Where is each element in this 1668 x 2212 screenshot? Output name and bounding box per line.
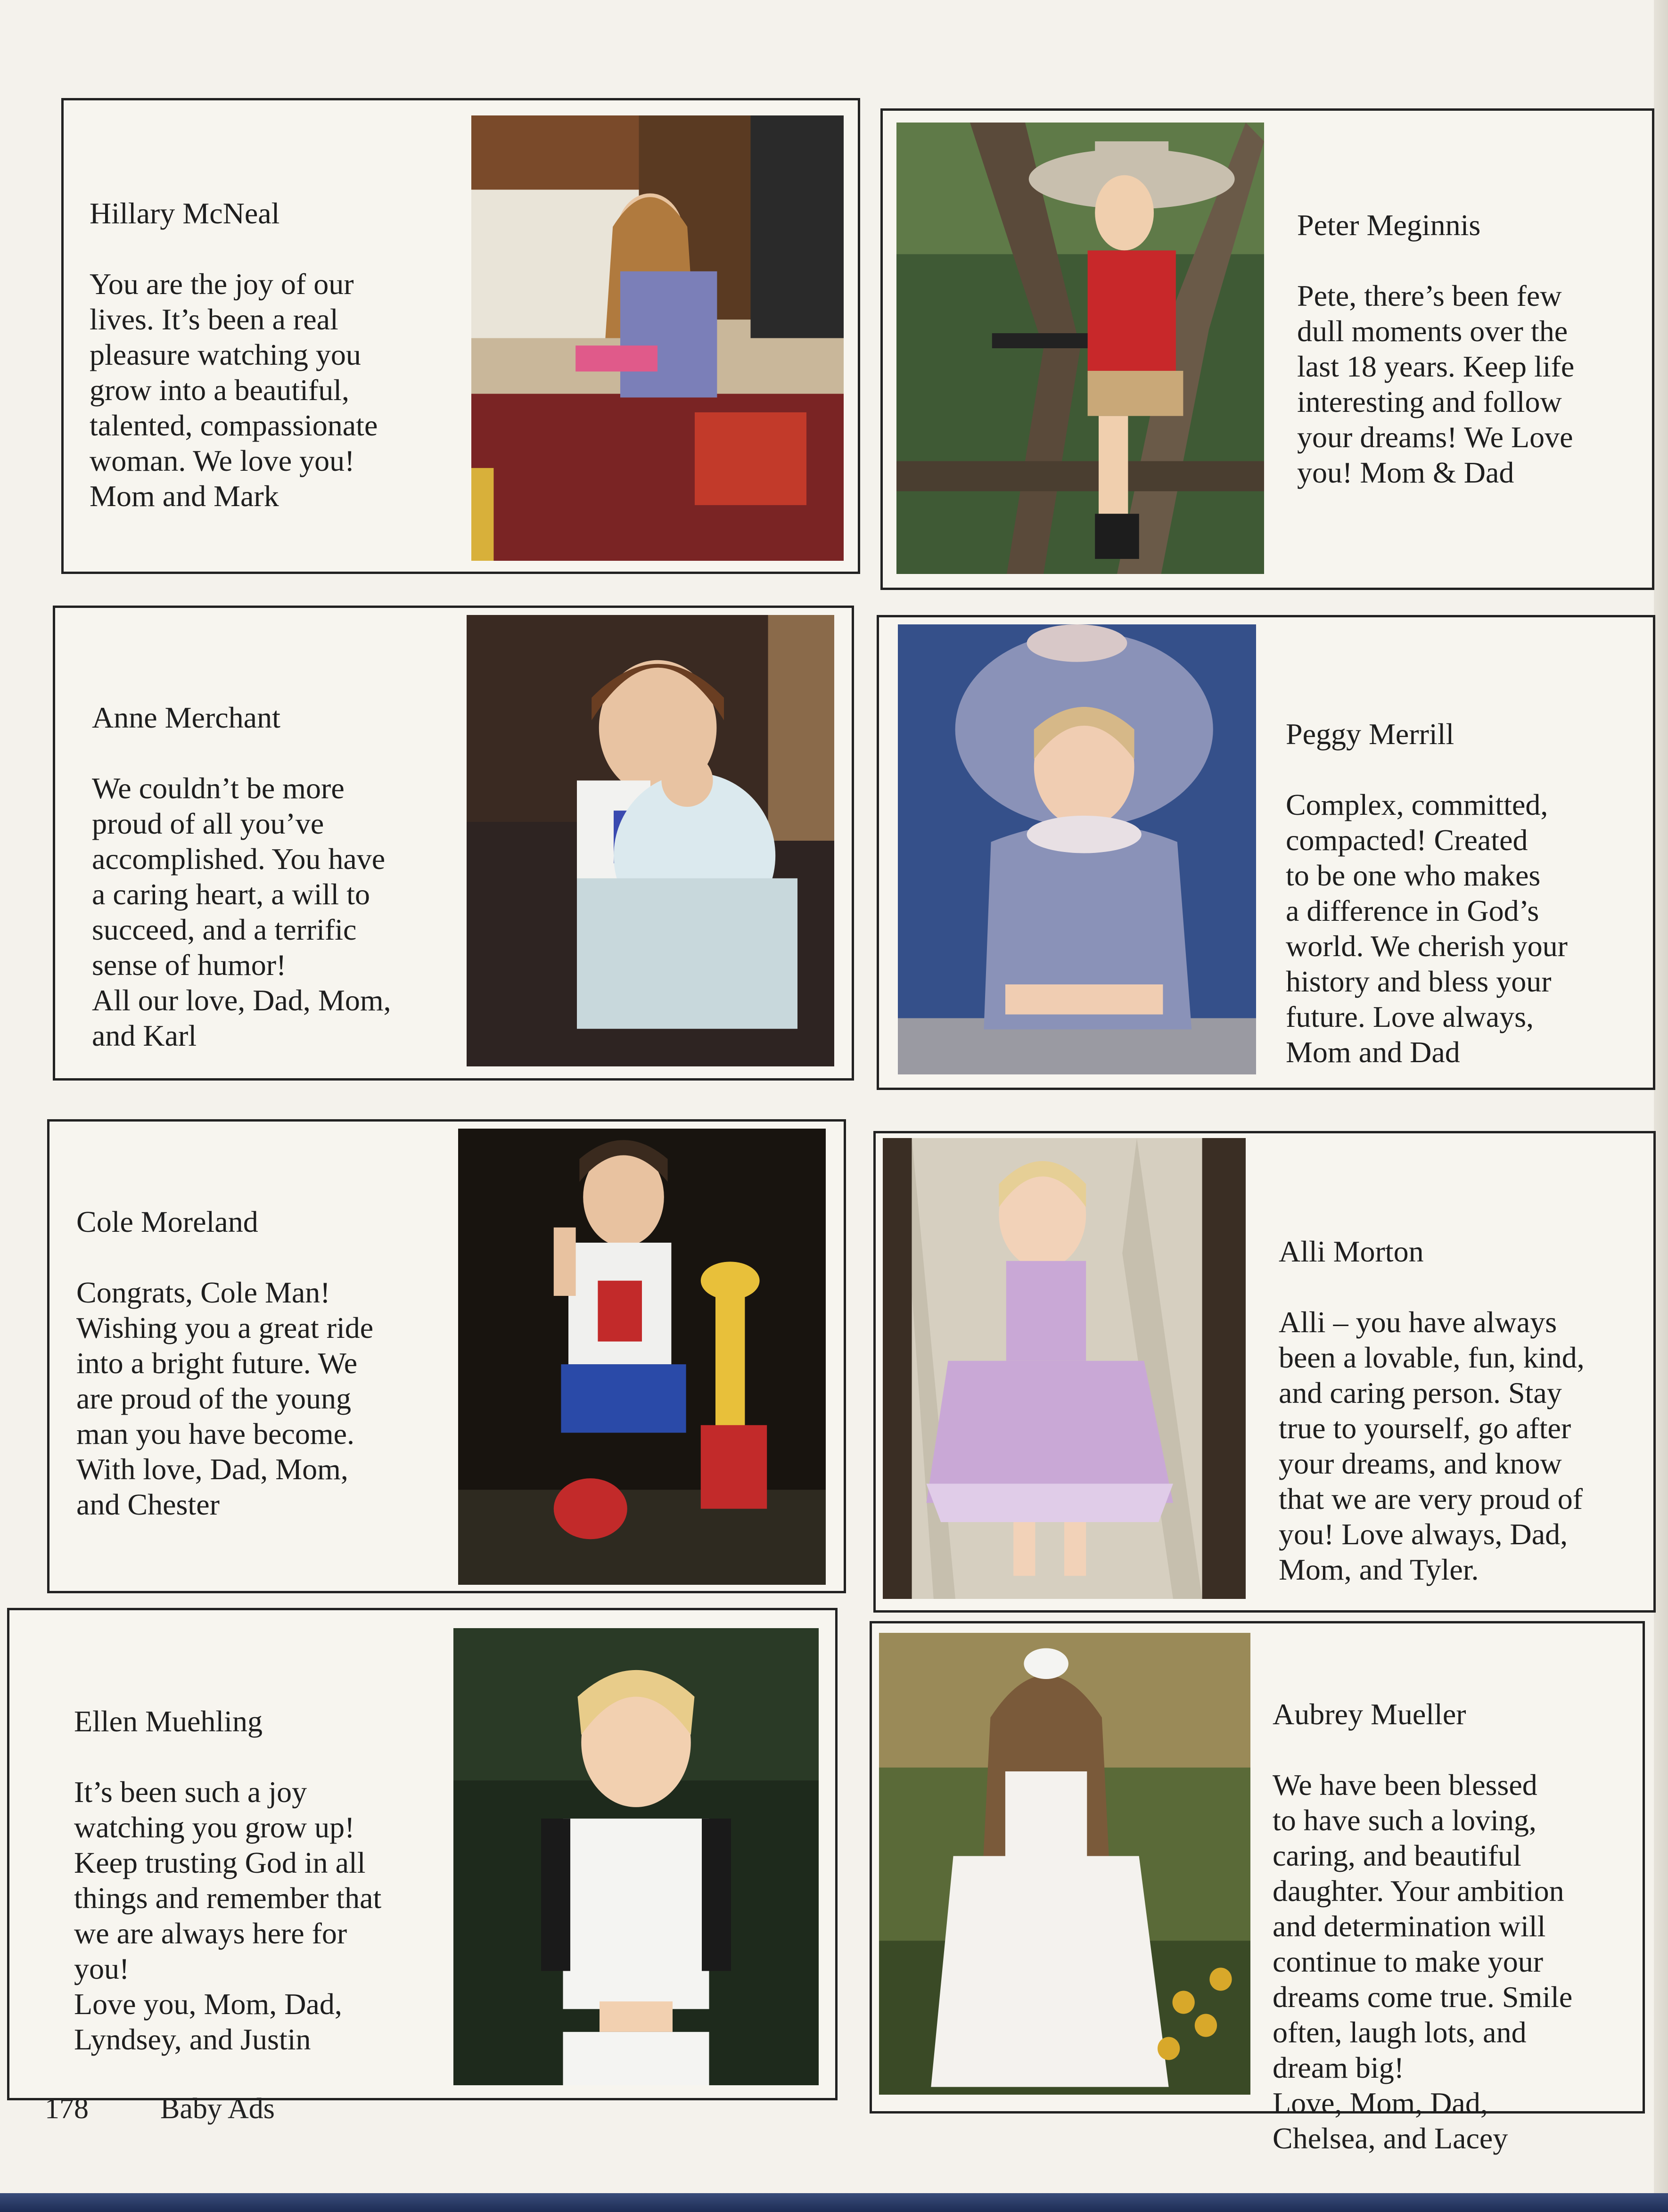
ad-message: It’s been such a joy watching you grow up! Keep trusting God in all things and remember that we are always here for you! Love you, Mom, Dad, Lyndsey, and Justin <box>74 1775 382 2056</box>
ad-text-anne-merchant <box>92 664 478 1089</box>
ad-name: Peggy Merrill <box>1286 717 1454 751</box>
ad-text-alli-morton <box>1279 1198 1651 1622</box>
photo-cole-moreland <box>458 1129 826 1585</box>
photo-alli-morton <box>883 1138 1246 1599</box>
ad-name: Alli Morton <box>1279 1235 1424 1268</box>
ad-text-hillary-mcneal <box>90 160 476 549</box>
bottom-strip <box>0 2193 1668 2212</box>
ad-message: Pete, there’s been few dull moments over the last 18 years. Keep life interesting and follow your dreams! We Love you! Mom & Dad <box>1297 279 1575 489</box>
photo-peter-meginnis <box>896 123 1264 574</box>
ad-name: Aubrey Mueller <box>1273 1697 1466 1731</box>
page-number: 178 <box>45 2093 89 2125</box>
page-edge <box>1654 0 1668 2212</box>
photo-aubrey-mueller <box>879 1633 1250 2095</box>
photo-ellen-muehling <box>453 1628 819 2085</box>
ad-text-aubrey-mueller <box>1273 1661 1645 2191</box>
ad-text-ellen-muehling <box>74 1668 465 2092</box>
photo-anne-merchant <box>467 615 834 1066</box>
ad-text-cole-moreland <box>76 1169 463 1557</box>
ad-message: You are the joy of our lives. It’s been a real pleasure watching you grow into a beautiful, talented, compassionate woman. We love you! Mom and Mark <box>90 267 378 513</box>
ad-name: Cole Moreland <box>76 1205 258 1238</box>
ad-name: Peter Meginnis <box>1297 208 1481 242</box>
section-title: Baby Ads <box>160 2093 275 2125</box>
ad-text-peggy-merrill <box>1286 681 1644 1105</box>
ad-message: We have been blessed to have such a loving, caring, and beautiful daughter. Your ambition and determination will continue to make your dreams come true. Smile often, laugh lots, and dream big! Love, Mom, Dad, Chelsea, and Lacey <box>1273 1768 1573 2155</box>
ad-name: Anne Merchant <box>92 701 280 734</box>
ad-message: Complex, committed, compacted! Created to be one who makes a difference in God’s world. We cherish your history and bless your future. Love always, Mom and Dad <box>1286 788 1568 1069</box>
ad-name: Hillary McNeal <box>90 197 280 230</box>
ad-message: We couldn’t be more proud of all you’ve accomplished. You have a caring heart, a will to succeed, and a terrific sense of humor! All our love, Dad, Mom, and Karl <box>92 771 391 1052</box>
photo-peggy-merrill <box>898 624 1256 1074</box>
ad-name: Ellen Muehling <box>74 1704 263 1738</box>
ad-message: Congrats, Cole Man! Wishing you a great ride into a bright future. We are proud of the young man you have become. With love, Dad, Mom, and Chester <box>76 1276 374 1521</box>
ad-text-peter-meginnis <box>1297 172 1636 525</box>
photo-hillary-mcneal <box>471 115 844 561</box>
ad-message: Alli – you have always been a lovable, fun, kind, and caring person. Stay true to yourself, go after your dreams, and know that we are very proud of you! Love always, Dad, Mom, and Tyler. <box>1279 1305 1585 1586</box>
